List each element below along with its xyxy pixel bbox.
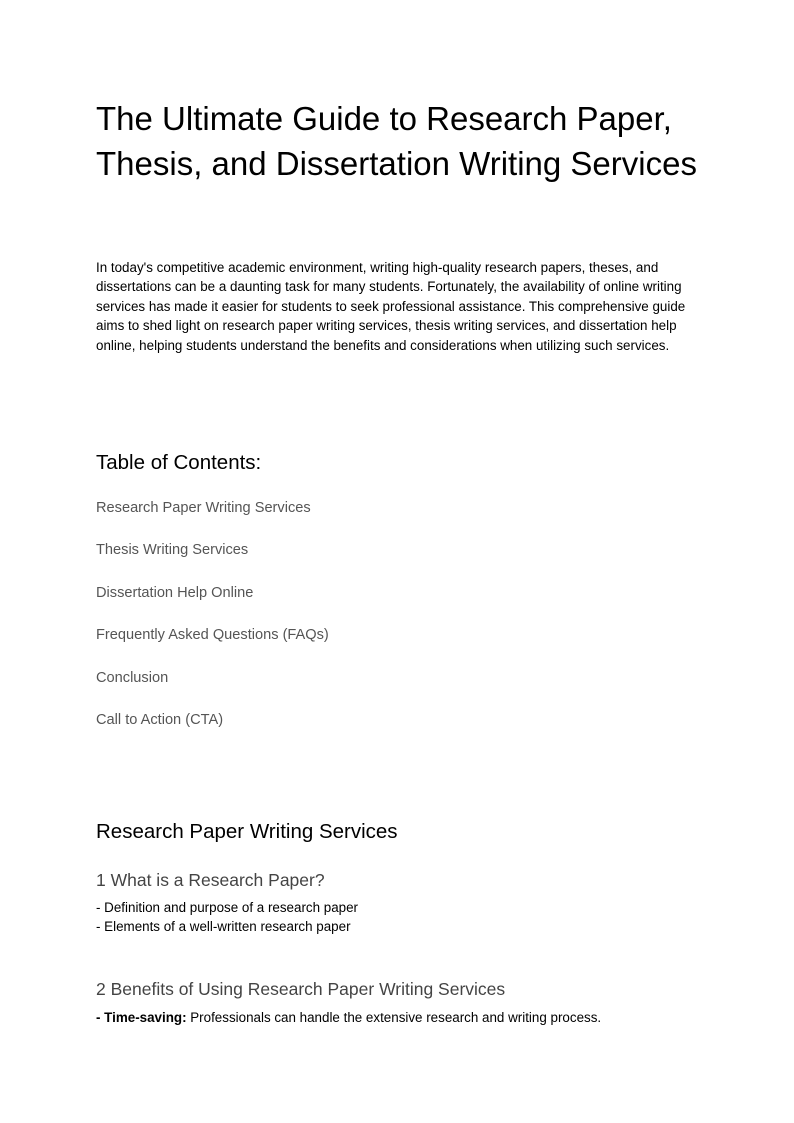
bullet-text: Professionals can handle the extensive research and writing process. — [186, 1010, 602, 1025]
toc-link-cta[interactable]: Call to Action (CTA) — [96, 712, 224, 728]
toc-link-research-paper[interactable]: Research Paper Writing Services — [96, 500, 311, 516]
toc-heading: Table of Contents: — [96, 451, 262, 474]
toc-link-thesis[interactable]: Thesis Writing Services — [96, 542, 249, 558]
document-title: The Ultimate Guide to Research Paper, Thesis, and Dissertation Writing Services — [96, 100, 697, 182]
subheading-what-is: 1 What is a Research Paper? — [96, 870, 325, 890]
subheading-benefits: 2 Benefits of Using Research Paper Writing Services — [96, 979, 506, 999]
bullet-bold-label: - Time-saving: — [96, 1010, 187, 1025]
bullet-item: - Definition and purpose of a research paper — [96, 900, 359, 915]
toc-link-dissertation[interactable]: Dissertation Help Online — [96, 585, 254, 601]
bullet-item — [96, 1008, 601, 1027]
toc-link-faqs[interactable]: Frequently Asked Questions (FAQs) — [96, 627, 329, 643]
bullet-item: - Elements of a well-written research paper — [96, 919, 351, 934]
intro-paragraph: In today's competitive academic environment, writing high-quality research papers, theses, and dissertations can be a daunting task for many students. Fortunately, the availability of online writing services has made it easier for students to seek professional assistance. This comprehensive guide aims to shed light on research paper writing services, thesis writing services, and dissertation help online, helping students understand the benefits and considerations when utilizing such services. — [96, 260, 686, 353]
section-heading: Research Paper Writing Services — [96, 820, 398, 843]
toc-link-conclusion[interactable]: Conclusion — [96, 670, 169, 686]
